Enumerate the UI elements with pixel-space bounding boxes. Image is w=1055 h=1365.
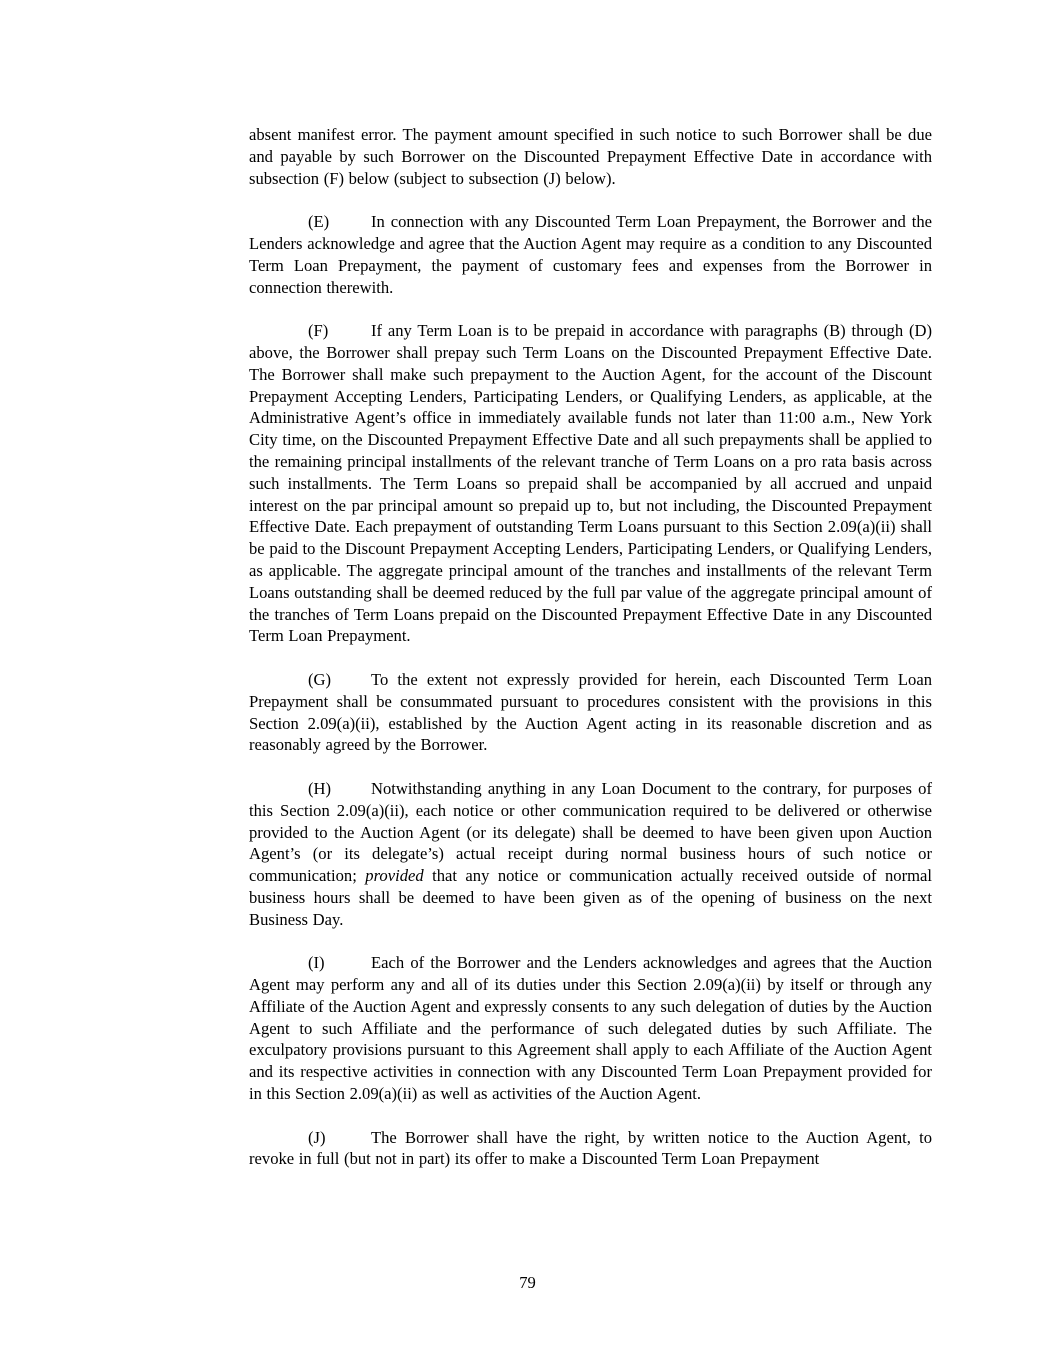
paragraph-f (249, 320, 932, 647)
paragraph-j (249, 1127, 932, 1171)
text-run: that any notice or communication actually received outside of normal business hours shall be deemed to have been given as of the opening of business on the next Business Day. (249, 866, 932, 929)
paragraph-h (249, 778, 932, 931)
text-run: The Borrower shall have the right, by written notice to the Auction Agent, to revoke in full (but not in part) its offer to make a Discounted Term Loan Prepayment (249, 1127, 932, 1169)
text-run: Each of the Borrower and the Lenders acknowledges and agrees that the Auction Agent may perform any and all of its duties under this Section 2.09(a)(ii) by itself or through any Affiliate of the Auction Agent and expressly consents to any such delegation of duties by the Auction Agent to such Affiliate and the performance of such delegated duties by such Affiliate. The exculpatory provisions pursuant to this Agreement shall apply to each Affiliate of the Auction Agent and its respective activities in connection with any Discounted Term Loan Prepayment provided for in this Section 2.09(a)(ii) as well as activities of the Auction Agent. (249, 953, 932, 1104)
italic-text-run: provided (365, 866, 424, 886)
text-run: If any Term Loan is to be prepaid in accordance with paragraphs (B) through (D) above, the Borrower shall prepay such Term Loans on the Discounted Prepayment Effective Date. The Borrower shall make such prepayment to the Auction Agent, for the account of the Discount Prepayment Accepting Lenders, Participating Lenders, or Qualifying Lenders, as applicable, at the Administrative Agent’s office in immediately available funds not later than 11:00 a.m., New York City time, on the Discounted Prepayment Effective Date and all such prepayments shall be applied to the remaining principal installments of the relevant tranche of Term Loans on a pro rata basis across such installments. The Term Loans so prepaid shall be accompanied by all accrued and unpaid interest on the par principal amount so prepaid up to, but not including, the Discounted Prepayment Effective Date. Each prepayment of outstanding Term Loans pursuant to this Section 2.09(a)(ii) shall be paid to the Discount Prepayment Accepting Lenders, Participating Lenders, or Qualifying Lenders, as applicable. The aggregate principal amount of the tranches and installments of the relevant Term Loans outstanding shall be deemed reduced by the full par value of the aggregate principal amount of the tranches of Term Loans prepaid on the Discounted Prepayment Effective Date in any Discounted Term Loan Prepayment. (249, 321, 932, 646)
paragraph-label: (J) (308, 1127, 326, 1147)
paragraph-label: (G) (308, 669, 332, 689)
paragraph-i (249, 952, 932, 1105)
paragraph-e (249, 211, 932, 298)
text-run: To the extent not expressly provided for herein, each Discounted Term Loan Prepayment shall be consummated pursuant to procedures consistent with the provisions in this Section 2.09(a)(ii), established by the Auction Agent acting in its reasonable discretion and as reasonably agreed by the Borrower. (249, 669, 932, 755)
paragraph-label: (F) (308, 321, 329, 341)
paragraph-g (249, 669, 932, 756)
text-run: In connection with any Discounted Term Loan Prepayment, the Borrower and the Lenders acknowledge and agree that the Auction Agent may require as a condition to any Discounted Term Loan Prepayment, the payment of customary fees and expenses from the Borrower in connection therewith. (249, 212, 932, 297)
paragraph-label: (H) (308, 778, 332, 798)
paragraph-label: (E) (308, 212, 330, 232)
document-body (249, 124, 932, 1192)
text-run: absent manifest error. The payment amount specified in such notice to such Borrower shall be due and payable by such Borrower on the Discounted Prepayment Effective Date in accordance with subsection (F) below (subject to subsection (J) below). (249, 125, 932, 188)
paragraph-label: (I) (308, 953, 325, 973)
paragraph-continuation (249, 124, 932, 189)
page-number: 79 (519, 1273, 536, 1292)
text-run: Notwithstanding anything in any Loan Document to the contrary, for purposes of this Section 2.09(a)(ii), each notice or other communication required to be delivered or otherwise provided to the Auction Agent (or its delegate) shall be deemed to have been given upon Auction Agent’s (or its delegate’s) actual receipt during normal business hours of such notice or communication; (249, 778, 932, 886)
